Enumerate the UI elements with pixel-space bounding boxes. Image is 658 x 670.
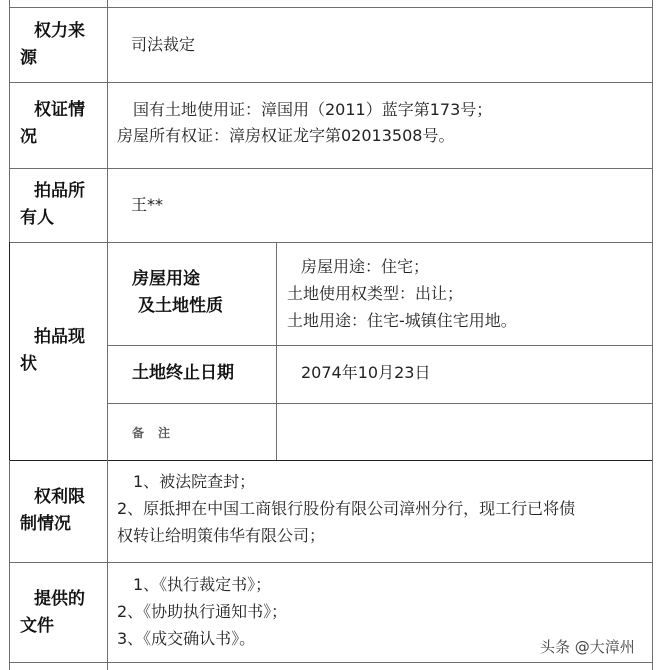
label-end-date: 土地终止日期: [132, 363, 234, 383]
value-document-3: 3、《成交确认书》。: [117, 629, 256, 648]
grid-line: [276, 242, 277, 460]
watermark: 头条 @大漳州: [540, 638, 635, 656]
grid-line: [9, 662, 653, 663]
grid-line: [107, 0, 108, 670]
label-remark: 备 注: [132, 426, 172, 440]
label-status: 拍品现 状: [20, 327, 85, 374]
value-document-2: 2、《协助执行通知书》；: [117, 602, 288, 621]
label-certificate: 权证情 况: [20, 100, 85, 147]
grid-line: [9, 242, 10, 460]
value-land-usage: 土地用途：住宅-城镇住宅用地。: [287, 311, 517, 330]
grid-line: [107, 403, 653, 404]
value-restriction-1: 1、被法院查封；: [133, 472, 256, 491]
value-land-right-type: 土地使用权类型：出让；: [287, 284, 464, 303]
label-source: 权力来 源: [20, 21, 85, 68]
grid-line: [9, 7, 653, 8]
grid-line: [107, 345, 653, 346]
grid-line: [9, 168, 653, 169]
value-owner: 王**: [131, 195, 164, 214]
label-owner: 拍品所 有人: [20, 181, 85, 228]
value-source: 司法裁定: [131, 35, 196, 54]
grid-line: [9, 242, 653, 243]
value-document-1: 1、《执行裁定书》；: [133, 575, 272, 594]
value-certificate-house: 房屋所有权证：漳房权证龙字第02013508号。: [117, 126, 455, 145]
label-restrictions: 权利限 制情况: [20, 487, 85, 534]
value-restriction-3: 权转让给明策伟华有限公司；: [117, 526, 326, 545]
grid-line: [652, 0, 653, 670]
value-end-date: 2074年10月23日: [301, 363, 431, 382]
value-house-usage: 房屋用途：住宅；: [301, 257, 430, 276]
grid-line: [9, 82, 653, 83]
value-restriction-2: 2、原抵押在中国工商银行股份有限公司漳州分行，现工行已将债: [117, 499, 576, 518]
label-documents: 提供的 文件: [20, 589, 85, 636]
grid-line: [9, 562, 653, 563]
value-certificate-land: 国有土地使用证：漳国用（2011）蓝字第173号；: [133, 100, 493, 119]
label-usage: 房屋用途 及土地性质: [132, 269, 223, 316]
grid-line: [9, 460, 653, 461]
